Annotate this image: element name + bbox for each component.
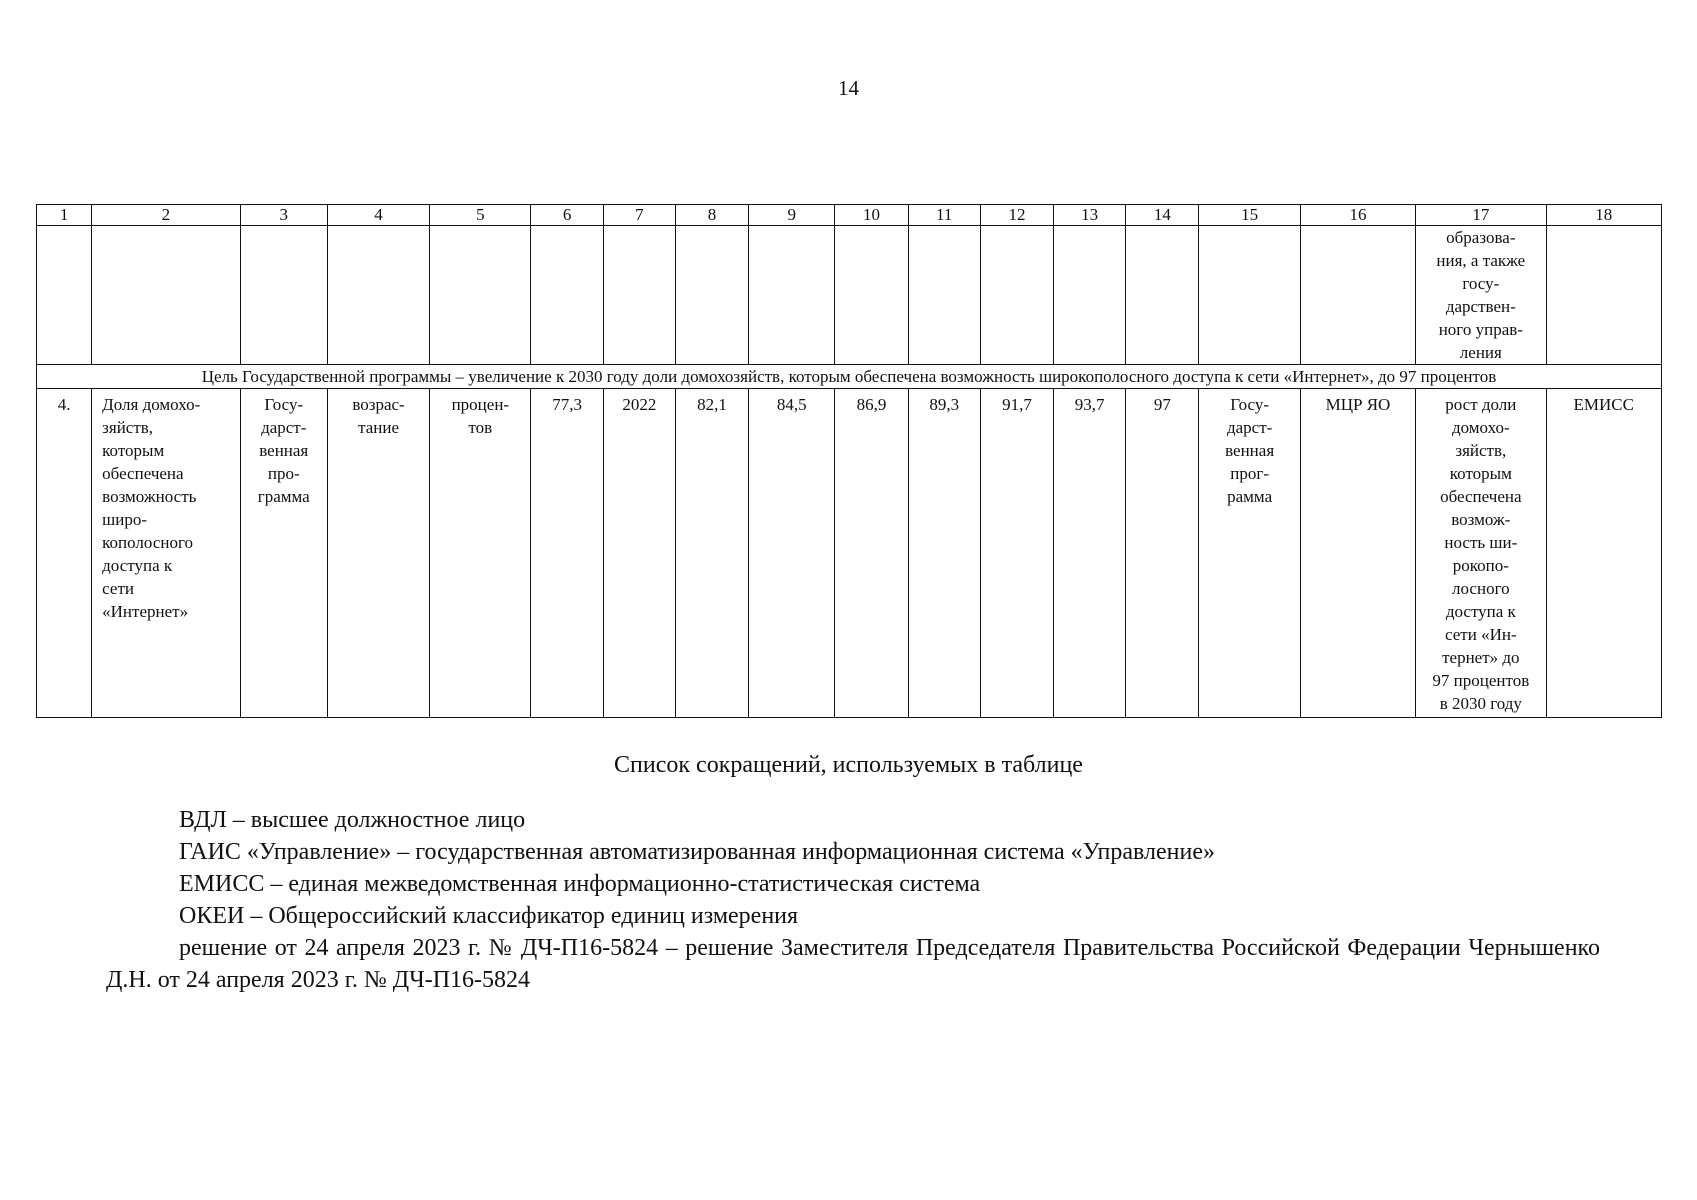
- cell-line: тов: [468, 418, 493, 437]
- table-cell: [908, 226, 980, 365]
- cell-line: рокопо-: [1452, 556, 1509, 575]
- row-number: 4.: [37, 389, 92, 718]
- column-number: 5: [430, 205, 531, 226]
- table-cell: [675, 226, 748, 365]
- table-cell: [1126, 226, 1199, 365]
- cell-line: широ-: [102, 510, 148, 529]
- table-cell: [430, 226, 531, 365]
- cell-line: возмож-: [1451, 510, 1511, 529]
- abbreviation-item: ВДЛ – высшее должностное лицо: [179, 807, 526, 833]
- cell-line: процен-: [451, 395, 510, 414]
- cell-line: Доля домохо-: [102, 395, 201, 414]
- cell-line: обеспечена: [1440, 487, 1522, 506]
- table-cell: [327, 226, 429, 365]
- table-cell: [37, 226, 92, 365]
- cell-line: зяйств,: [1455, 441, 1507, 460]
- cell-line: дарст-: [1226, 418, 1273, 437]
- cell-line: образова-: [1446, 228, 1516, 247]
- goal-row: [37, 365, 1662, 389]
- column-number: 8: [675, 205, 748, 226]
- indicator-row: [37, 389, 1662, 718]
- column-number: 2: [92, 205, 240, 226]
- indicator-table: [36, 204, 1662, 718]
- cell-line: кополосного: [102, 533, 194, 552]
- abbreviation-item: ГАИС «Управление» – государственная автоматизированная информационная система «Управление»: [179, 839, 1215, 865]
- cell-line: доступа к: [102, 556, 173, 575]
- cell-line: ного управ-: [1438, 320, 1523, 339]
- link-cell: [1416, 389, 1546, 718]
- unit-cell: [430, 389, 531, 718]
- cell-line: лосного: [1452, 579, 1510, 598]
- column-number: 7: [603, 205, 675, 226]
- page-number: 14: [838, 76, 859, 100]
- abbreviation-item: ЕМИСС – единая межведомственная информационно-статистическая система: [179, 871, 981, 897]
- column-number: 11: [908, 205, 980, 226]
- column-number: 3: [240, 205, 327, 226]
- cell-line: венная: [1225, 441, 1275, 460]
- table-cell: [240, 226, 327, 365]
- cell-line: доступа к: [1445, 602, 1516, 621]
- cell-line: дарст-: [261, 418, 307, 437]
- value-cell: 91,7: [980, 389, 1053, 718]
- column-number: 12: [980, 205, 1053, 226]
- cell-line: ления: [1459, 343, 1502, 362]
- table-cell: [531, 226, 603, 365]
- column-number: 10: [835, 205, 908, 226]
- column-number: 15: [1199, 205, 1300, 226]
- table-cell: [603, 226, 675, 365]
- value-cell: 97: [1126, 389, 1199, 718]
- cell-line: 97 процентов: [1432, 671, 1530, 690]
- cell-line: тернет» до: [1442, 648, 1520, 667]
- cell-line: возможность: [102, 487, 197, 506]
- cell-line: зяйств,: [102, 418, 154, 437]
- column-number: 4: [327, 205, 429, 226]
- column-number: 1: [37, 205, 92, 226]
- value-cell: 86,9: [835, 389, 908, 718]
- column-number: 6: [531, 205, 603, 226]
- column-number: 17: [1416, 205, 1546, 226]
- cell-line: про-: [267, 464, 300, 483]
- cell-line: которым: [102, 441, 165, 460]
- cell-line: ния, а также: [1436, 251, 1526, 270]
- cell-line: в 2030 году: [1439, 694, 1522, 713]
- info-system-cell: ЕМИСС: [1546, 389, 1661, 718]
- cell-line: госу-: [1462, 274, 1500, 293]
- cell-line: тание: [358, 418, 399, 437]
- continuation-cell: [1416, 226, 1546, 365]
- value-cell: 89,3: [908, 389, 980, 718]
- cell-line: Госу-: [264, 395, 304, 414]
- document-cell: [1199, 389, 1300, 718]
- column-number: 16: [1300, 205, 1415, 226]
- table-cell: [835, 226, 908, 365]
- table-cell: [1300, 226, 1415, 365]
- cell-line: сети: [102, 579, 134, 598]
- column-number-row: [37, 205, 1662, 226]
- cell-line: рамма: [1227, 487, 1273, 506]
- abbreviations-title: Список сокращений, используемых в таблице: [614, 752, 1083, 778]
- value-cell: 93,7: [1054, 389, 1126, 718]
- cell-line: ность ши-: [1444, 533, 1518, 552]
- cell-line: Госу-: [1230, 395, 1269, 414]
- cell-line: сети «Ин-: [1445, 625, 1517, 644]
- cell-line: возрас-: [352, 395, 405, 414]
- column-number: 18: [1546, 205, 1661, 226]
- column-number: 13: [1054, 205, 1126, 226]
- table-cell: [749, 226, 835, 365]
- base-value-cell: 77,3: [531, 389, 603, 718]
- abbreviation-item: ОКЕИ – Общероссийский классификатор единиц измерения: [179, 903, 799, 929]
- table-cell: [92, 226, 240, 365]
- trend-cell: [327, 389, 429, 718]
- value-cell: 84,5: [749, 389, 835, 718]
- cell-line: грамма: [257, 487, 310, 506]
- column-number: 9: [749, 205, 835, 226]
- goal-text: Цель Государственной программы – увеличение к 2030 году доли домохозяйств, которым обеспечена возможность широкополосного доступа к сети «Интернет», до 97 процентов: [37, 365, 1662, 389]
- cell-line: обеспечена: [102, 464, 184, 483]
- table-cell: [980, 226, 1053, 365]
- continuation-row: [37, 226, 1662, 365]
- table-cell: [1546, 226, 1661, 365]
- base-year-cell: 2022: [603, 389, 675, 718]
- cell-line: которым: [1449, 464, 1512, 483]
- cell-line: рост доли: [1445, 395, 1517, 414]
- abbreviations-list: [106, 804, 1600, 996]
- column-number: 14: [1126, 205, 1199, 226]
- value-cell: 82,1: [675, 389, 748, 718]
- level-cell: [240, 389, 327, 718]
- cell-line: домохо-: [1451, 418, 1510, 437]
- table-cell: [1199, 226, 1300, 365]
- cell-line: венная: [259, 441, 309, 460]
- indicator-name-cell: [92, 389, 240, 718]
- responsible-cell: МЦР ЯО: [1300, 389, 1415, 718]
- cell-line: «Интернет»: [102, 602, 189, 621]
- table-cell: [1054, 226, 1126, 365]
- abbreviation-item: решение от 24 апреля 2023 г. № ДЧ-П16-5824 – решение Заместителя Председателя Правительства Российской Федерации Чернышенко Д.Н. от 24 апреля 2023 г. № ДЧ-П16-5824: [106, 935, 1600, 993]
- cell-line: дарствен-: [1445, 297, 1516, 316]
- cell-line: прог-: [1230, 464, 1269, 483]
